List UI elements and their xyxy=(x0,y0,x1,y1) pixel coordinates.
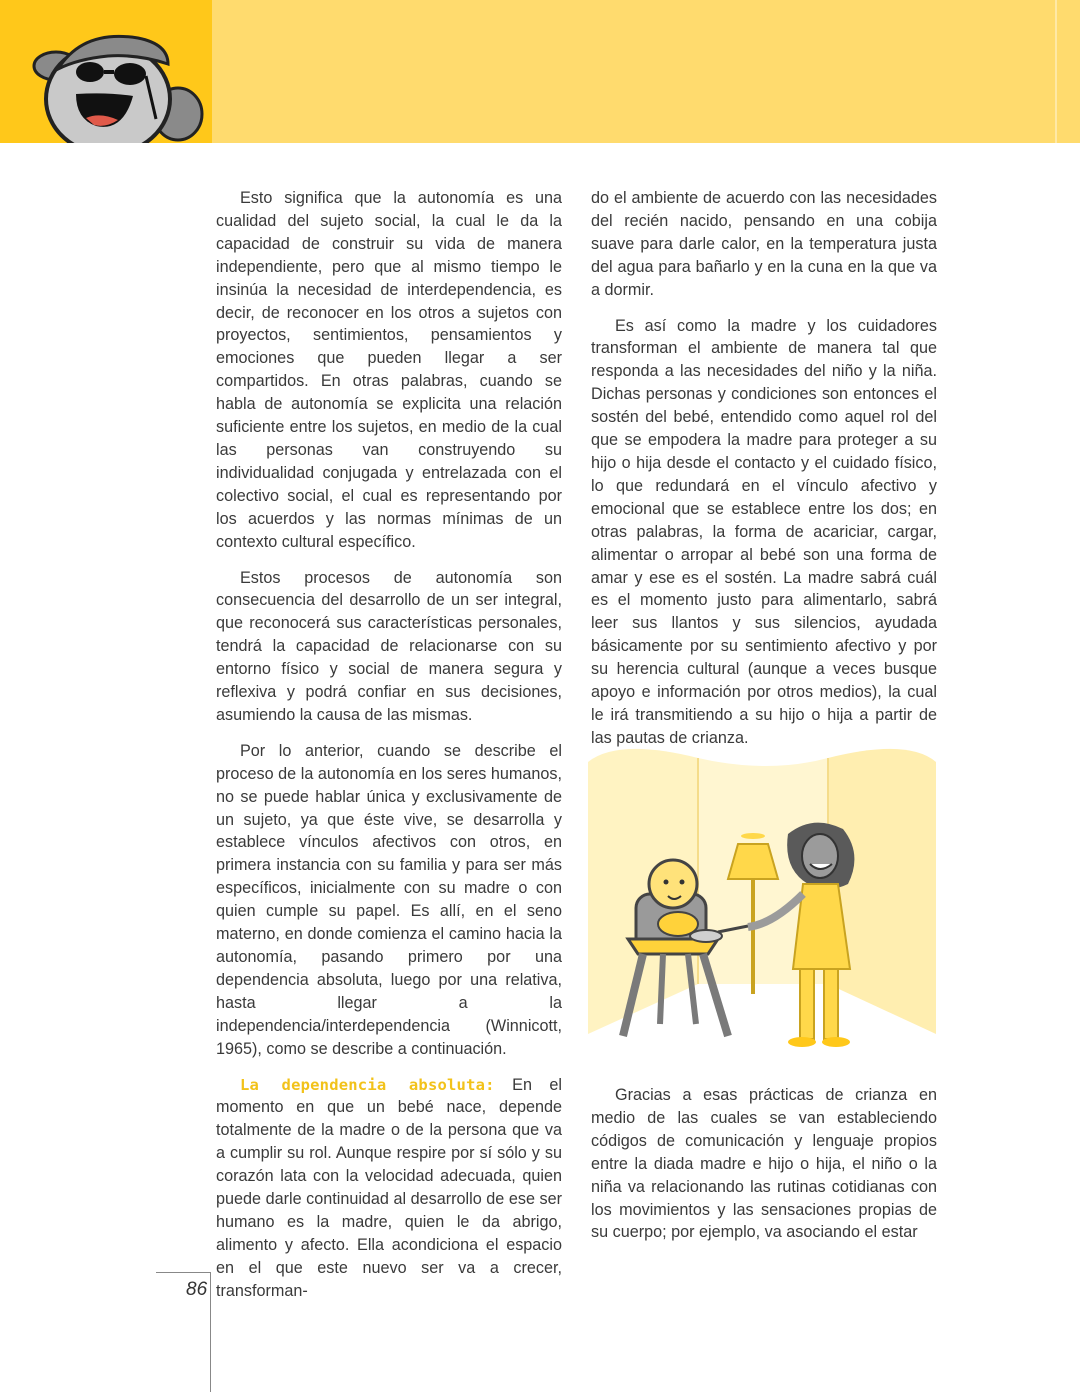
header-edge-line xyxy=(1055,0,1057,143)
paragraph: Esto significa que la autonomía es una cualidad del sujeto social, la cual le da la capacidad de construir su vida de manera independiente, pero que al mismo tiempo le insinúa la necesidad de interdependencia, es decir, de reconocer en los otros a sujetos con proyectos, sentimientos, pensamientos y emociones que pueden llegar a ser compartidos. En otras palabras, cuando se habla de autonomía se explicita una relación suficiente entre los sujetos, en medio de la cual las personas van construyendo su individualidad conjugada y entrelazada con el colectivo social, el cual es representando por los acuerdos y las normas mínimas de un contexto cultural específico. xyxy=(216,189,562,551)
page-number: 86 xyxy=(186,1279,208,1300)
right-column-lower xyxy=(591,1084,937,1257)
paragraph: do el ambiente de acuerdo con las necesidades del recién nacido, pensando en una cobija suave para darle calor, en la temperatura justa del agua para bañarlo y en la cuna en la que va a dormir. xyxy=(591,189,937,299)
right-column xyxy=(591,187,937,763)
left-column xyxy=(216,187,562,1316)
paragraph: Gracias a esas prácticas de crianza en medio de las cuales se van estableciendo códigos de comunicación y lenguaje propios entre la diada madre e hijo o hija, el niño o la niña va relacionando las rutinas cotidianas con los movimientos y las sensaciones propias de su cuerpo; por ejemplo, va asociando el estar xyxy=(591,1086,937,1242)
paragraph: Por lo anterior, cuando se describe el proceso de la autonomía en los seres humanos, no se puede hablar única y exclusivamente de un sujeto, ya que éste vive, se desarrolla y establece vínculos afectivos con otros, en primera instancia con su familia y para ser más específicos, inicialmente con su madre o con quien cumple su papel. Es allí, en el seno materno, en donde comienza el camino hacia la autonomía, pasando primero por una dependencia absoluta, luego por una relativa, hasta llegar a la independencia/interdependencia (Winnicott, 1965), como se describe a continuación. xyxy=(216,741,562,1058)
footer-rule-horizontal xyxy=(156,1272,211,1273)
mascot-girl-sunglasses-icon xyxy=(28,24,208,143)
footer-rule-vertical xyxy=(210,1272,211,1392)
paragraph-dependencia-absoluta xyxy=(216,1074,562,1303)
mother-feeding-baby-illustration xyxy=(588,744,938,1066)
paragraph-body: En el momento en que un bebé nace, depende totalmente de la madre o de la persona que va a cumplir su rol. Aunque respire por sí sólo y su corazón lata con la velocidad adecuada, quien puede darle continuidad al desarrollo de ese ser humano es la madre, quien le da abrigo, alimento y afecto. Ella acondiciona el espacio en el que este nuevo ser va a crecer, transforman- xyxy=(216,1075,562,1300)
paragraph: Es así como la madre y los cuidadores transforman el ambiente de manera tal que responda a las necesidades del niño y la niña. Dichas personas y condiciones son entonces el sostén del bebé, entendido como aquel rol del que se empodera la madre para proteger a su hijo o hija desde el contacto y el cuidado físico, lo que redundará en el vínculo afectivo y emocional que se establece entre los dos; en otras palabras, la forma de acariciar, cargar, alimentar o arropar al bebé son una forma de amar y ese es el sostén. La madre sabrá cuál es el momento justo para alimentarlo, sabrá leer sus llantos y sus silencios, ayudada básicamente por su sentimiento afectivo y por su herencia cultural (aunque a veces busque apoyo e información por otros medios), la cual le irá transmitiendo a su hijo o hija a partir de las pautas de crianza. xyxy=(591,316,937,747)
paragraph: Estos procesos de autonomía son consecuencia del desarrollo de un ser integral, que reconocerá sus características personales, tendrá la capacidad de relacionarse con su entorno físico y social de manera segura y reflexiva y podrá confiar en sus decisiones, asumiendo la causa de las mismas. xyxy=(216,568,562,724)
term-heading: La dependencia absoluta: xyxy=(240,1075,495,1094)
